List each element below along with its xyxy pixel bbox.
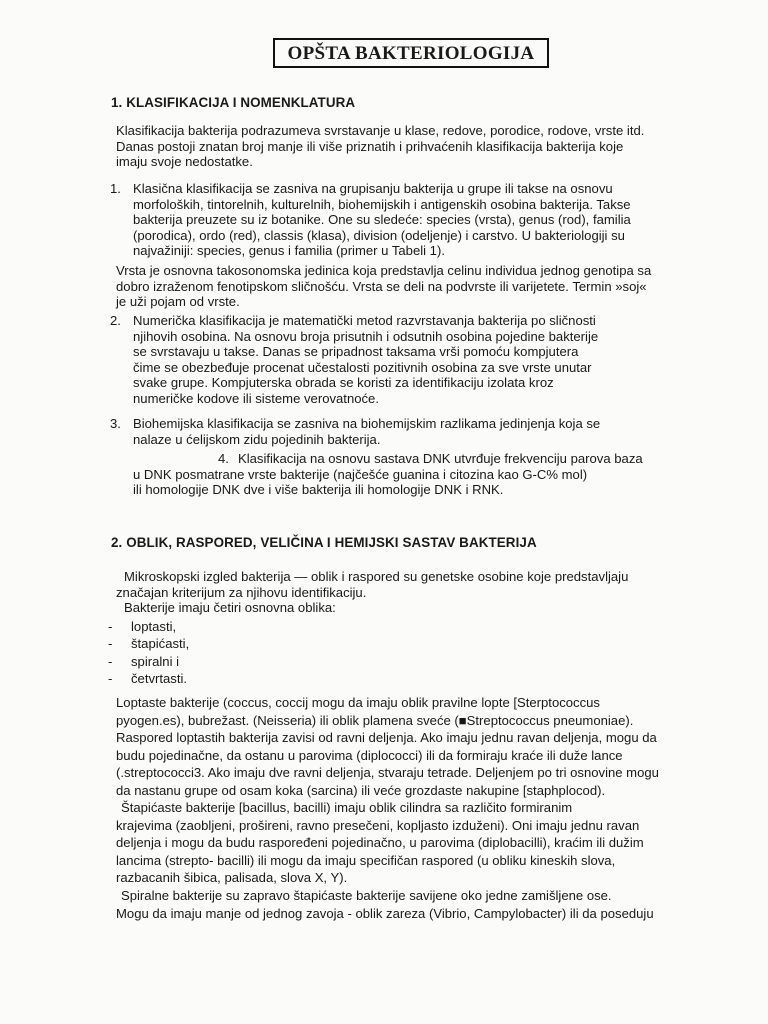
bullet-text: spiralni i	[131, 653, 180, 669]
text-line: imaju svoje nedostatke.	[116, 154, 253, 170]
text-line: bakterija preuzete su iz botanike. One su sledeće: species (vrsta), genus (rod), familia	[133, 212, 631, 228]
bullet-text: štapićasti,	[131, 636, 190, 652]
list-number: 4.	[218, 451, 229, 466]
list-item-1	[133, 181, 631, 259]
section-2-intro	[116, 569, 629, 616]
spiral-bacteria-paragraph	[116, 887, 654, 922]
bullet-dash: -	[108, 671, 113, 687]
section-1-intro	[116, 123, 644, 170]
list-item	[108, 653, 189, 670]
list-item-4	[133, 451, 643, 498]
text-line: (.streptococci3. Ako imaju dve ravni deljenja, stvaraju tetrade. Deljenjem po tri osnovine mogu	[116, 765, 659, 780]
text-line: numeričke kodove ili sisteme verovatnoće.	[133, 390, 379, 406]
text-line: lancima (strepto- bacilli) ili mogu da imaju specifičan raspored (u obliku kineskih slova,	[116, 852, 616, 868]
bullet-dash: -	[108, 653, 113, 669]
list-item	[108, 618, 189, 635]
text-line: Vrsta je osnovna takosonomska jedinica koja predstavlja celinu individua jednog genotipa sa	[116, 263, 652, 278]
rod-bacteria-paragraph	[116, 799, 644, 887]
text-line: je uži pojam od vrste.	[116, 294, 240, 310]
list-number: 2.	[110, 313, 121, 328]
text-line: budu pojedinačne, da ostanu u parovima (diplococci) ili da formiraju kraće ili duže lance	[116, 747, 623, 763]
text-line: u DNK posmatrane vrste bakterije (najčešće guanina i citozina kao G-C% mol)	[133, 466, 588, 482]
text-line: Spiralne bakterije su zapravo štapićaste bakterije savijene oko jedne zamišljene ose.	[121, 888, 612, 903]
text-line: Štapićaste bakterije [bacillus, bacilli) imaju oblik cilindra sa različito formiranim	[121, 800, 573, 815]
text-line: morfoloških, tintorelnih, kulturelnih, biohemijskih i antigenskih osobina bakterija. Takse	[133, 196, 631, 212]
text-line: Loptaste bakterije (coccus, coccij mogu da imaju oblik pravilne lopte [Sterptococcus	[116, 695, 600, 710]
round-bacteria-paragraph	[116, 694, 659, 799]
list-item	[108, 635, 189, 652]
text-line: da nastanu grupe od osam koka (sarcina) ili veće grozdaste nakupine [staphplocod).	[116, 782, 606, 798]
text-line: dobro izraženom fenotipskom sličnošću. Vrsta se deli na podvrste ili varijetete. Termin »soj«	[116, 278, 647, 294]
list-item-3	[133, 416, 600, 447]
text-line: Danas postoji znatan broj manje ili više priznatih i prihvaćenih klasifikacija bakterija koje	[116, 138, 624, 154]
list-item-2	[133, 313, 598, 407]
text-line: Mikroskopski izgled bakterija — oblik i raspored su genetske osobine koje predstavljaju	[124, 569, 629, 584]
text-line: Raspored loptastih bakterija zavisi od ravni deljenja. Ako imaju jednu ravan deljenja, mogu da	[116, 730, 657, 745]
text-line: Klasična klasifikacija se zasniva na grupisanju bakterija u grupe ili takse na osnovu	[133, 181, 613, 196]
bullet-dash: -	[108, 636, 113, 652]
text-line: deljenja i mogu da budu raspoređeni pojedinačno, u parovima (diplobacilli), kraćim ili dužim	[116, 835, 644, 850]
text-line: najvažiniji: species, genus i familia (primer u Tabeli 1).	[133, 243, 445, 259]
list-number: 3.	[110, 416, 121, 431]
text-line: ili homologije DNK dve i više bakterija ili homologije DNK i RNK.	[133, 482, 504, 498]
text-line: (porodica), ordo (red), classis (klasa), division (odeljenje) i carstvo. U bakteriologiji su	[133, 227, 625, 243]
text-line: Numerička klasifikacija je matematički metod razvrstavanja bakterija po sličnosti	[133, 313, 596, 328]
section-2-heading: 2. OBLIK, RASPORED, VELIČINA I HEMIJSKI SASTAV BAKTERIJA	[111, 535, 537, 550]
text-line: pyogen.es), bubrežast. (Neisseria) ili oblik plamena sveće (■Streptococcus pneumoniae).	[116, 712, 634, 728]
shape-list	[108, 618, 189, 688]
text-line: čime se obezbeđuje procenat učestalosti pozitivnih osobina za sve vrste unutar	[133, 359, 592, 375]
text-line: Klasifikacija na osnovu sastava DNK utvrđuje frekvenciju parova baza	[238, 451, 643, 466]
text-line: Klasifikacija bakterija podrazumeva svrstavanje u klase, redove, porodice, rodove, vrste itd.	[116, 123, 645, 138]
bullet-dash: -	[108, 619, 113, 634]
species-paragraph	[116, 263, 651, 310]
section-1-heading: 1. KLASIFIKACIJA I NOMENKLATURA	[111, 95, 356, 110]
page-title: OPŠTA BAKTERIOLOGIJA	[273, 38, 549, 68]
text-line: krajevima (zaobljeni, prošireni, ravno presečeni, kopljasto izduženi). Oni imaju jednu ravan	[116, 817, 640, 833]
text-line: svake grupe. Kompjuterska obrada se koristi za identifikaciju izolata kroz	[133, 375, 554, 391]
bullet-text: loptasti,	[131, 619, 177, 634]
text-line: njihovih osobina. Na osnovu broja prisutnih i odsutnih osobina pojedine bakterije	[133, 328, 599, 344]
text-line: Biohemijska klasifikacija se zasniva na biohemijskim razlikama jedinjenja koja se	[133, 416, 601, 431]
list-number: 1.	[110, 181, 121, 196]
bullet-text: četvrtasti.	[131, 671, 188, 687]
text-line: se svrstavaju u takse. Danas se pripadnost taksama vrši pomoću kompjutera	[133, 344, 579, 360]
text-line: Bakterije imaju četiri osnovna oblika:	[124, 600, 336, 616]
text-line: Mogu da imaju manje od jednog zavoja - oblik zareza (Vibrio, Campylobacter) ili da poseduju	[116, 905, 654, 921]
text-line: značajan kriterijum za njihovu identifikaciju.	[116, 584, 367, 600]
list-item	[108, 670, 189, 687]
text-line: nalaze u ćelijskom zidu pojedinih bakterija.	[133, 431, 381, 447]
text-line: razbacanih šibica, palisada, slova X, Y).	[116, 870, 348, 885]
